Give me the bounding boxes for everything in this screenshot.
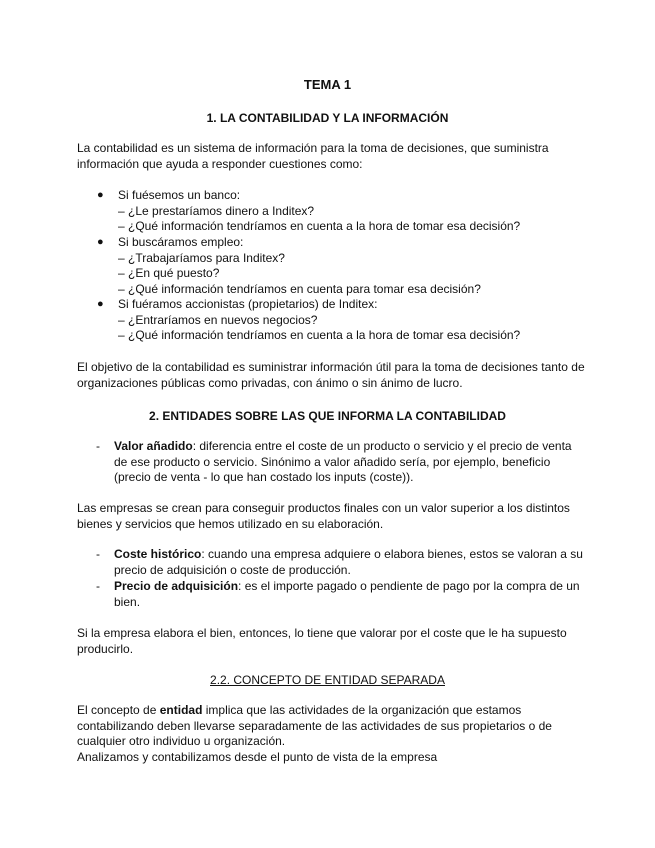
definition-text: : cuando una empresa adquiere o elabora bienes, estos se valoran a su	[201, 547, 583, 561]
definition-text: precio de adquisición o coste de producción.	[114, 562, 351, 577]
section-1-closing	[77, 360, 583, 391]
text-line: bienes y servicios que hemos utilizado en su elaboración.	[77, 516, 384, 531]
dash-bullet: -	[96, 579, 100, 593]
definition-text: : diferencia entre el coste de un producto o servicio y el precio de venta	[192, 439, 572, 453]
definition-term: Precio de adquisición	[114, 579, 239, 593]
entidad-term: entidad	[159, 703, 203, 717]
bullet-icon: ●	[97, 236, 104, 248]
bullet-question: – ¿En qué puesto?	[118, 266, 220, 280]
definition-term: Coste histórico	[114, 547, 202, 561]
definition-text: bien.	[114, 594, 141, 609]
text-line: Si la empresa elabora el bien, entonces, lo tiene que valorar por el coste que le ha supuesto	[77, 626, 567, 640]
elabora-paragraph	[77, 626, 583, 657]
bullet-question: – ¿Trabajaríamos para Inditex?	[118, 250, 285, 265]
section-2-heading: 2. ENTIDADES SOBRE LAS QUE INFORMA LA CONTABILIDAD	[149, 409, 506, 423]
text-line: El objetivo de la contabilidad es suministrar información útil para la toma de decisiones tanto de	[77, 360, 585, 374]
bullet-question: – ¿Qué información tendríamos en cuenta para tomar esa decisión?	[118, 281, 481, 296]
bullet-label: Si fuéramos accionistas (propietarios) de Inditex:	[118, 297, 378, 311]
bullet-question: – ¿Qué información tendríamos en cuenta a la hora de tomar esa decisión?	[118, 328, 521, 342]
bullet-label: Si fuésemos un banco:	[118, 188, 241, 202]
text-line: Analizamos y contabilizamos desde el punto de vista de la empresa	[77, 749, 438, 764]
bullet-question: – ¿Entraríamos en nuevos negocios?	[118, 312, 318, 327]
bullet-label: Si buscáramos empleo:	[118, 235, 244, 249]
empresas-paragraph	[77, 501, 583, 532]
bullet-question: – ¿Le prestaríamos dinero a Inditex?	[118, 203, 315, 218]
bullet-icon: ●	[97, 189, 104, 201]
section-2-2-heading: 2.2. CONCEPTO DE ENTIDAD SEPARADA	[210, 673, 445, 687]
entidad-paragraph	[77, 703, 583, 765]
bullet-question: – ¿Qué información tendríamos en cuenta a la hora de tomar esa decisión?	[118, 219, 521, 233]
text-line: contabilizando deben llevarse separadamente de las actividades de sus propietarios o de	[77, 718, 552, 733]
section-1-intro	[77, 141, 583, 172]
text-line: organizaciones públicas como privadas, con ánimo o sin ánimo de lucro.	[77, 375, 463, 390]
definition-text: (precio de venta - lo que han costado los inputs (coste)).	[114, 470, 414, 484]
text-line: producirlo.	[77, 641, 134, 656]
bullet-icon: ●	[97, 298, 104, 310]
text-fragment: implica que las actividades de la organización que estamos	[202, 703, 522, 717]
text-line: cualquier otro individuo u organización.	[77, 734, 286, 748]
dash-bullet: -	[96, 547, 100, 561]
definition-text: : es el importe pagado o pendiente de pago por la compra de un	[238, 579, 580, 593]
text-line: información que ayuda a responder cuestiones como:	[77, 156, 363, 171]
definition-term: Valor añadido	[114, 439, 193, 453]
dash-bullet: -	[96, 439, 100, 453]
text-line: La contabilidad es un sistema de información para la toma de decisiones, que suministra	[77, 141, 549, 155]
definition-text: de ese producto o servicio. Sinónimo a valor añadido sería, por ejemplo, beneficio	[114, 454, 551, 469]
text-fragment: El concepto de	[77, 703, 160, 717]
text-line: Las empresas se crean para conseguir productos finales con un valor superior a los distintos	[77, 501, 570, 515]
document-title: TEMA 1	[303, 77, 352, 92]
section-1-heading: 1. LA CONTABILIDAD Y LA INFORMACIÓN	[206, 111, 449, 125]
